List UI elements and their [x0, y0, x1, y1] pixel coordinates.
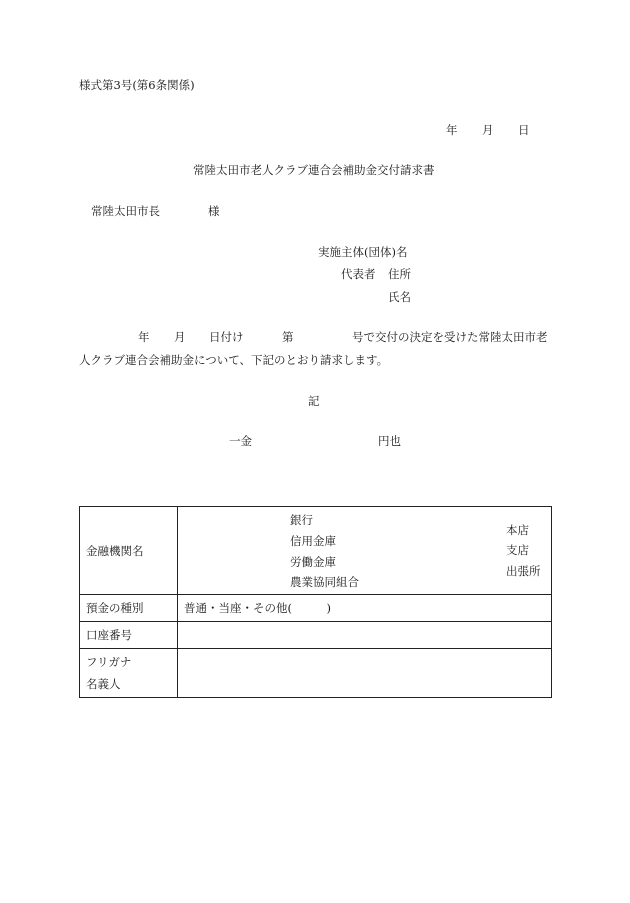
account-number-cell [178, 622, 552, 649]
bank-name-cell [178, 507, 552, 595]
account-holder-label [80, 649, 178, 698]
account-number-label: 口座番号 [80, 622, 178, 649]
body-year: 年 [138, 330, 150, 344]
rep-name-label: 氏名 [388, 290, 411, 304]
bank-name-label: 金融機関名 [80, 507, 178, 595]
amount-prefix: 一金 [229, 434, 252, 448]
account-number-row [80, 622, 552, 649]
body-line2: 人クラブ連合会補助金について、下記のとおり請求します。 [79, 353, 389, 367]
bank-type-1: 信用金庫 [290, 534, 336, 548]
bank-type-2: 労働金庫 [290, 555, 336, 569]
addressee-name: 常陸太田市長 [91, 204, 160, 218]
bank-name-row [80, 507, 552, 595]
body-dai: 第 [282, 330, 294, 344]
bank-type-0: 銀行 [290, 513, 313, 527]
date-day-label: 日 [518, 123, 530, 137]
org-name-label: 実施主体(団体)名 [318, 245, 408, 259]
date-year-label: 年 [446, 123, 458, 137]
form-number: 様式第3号(第6条関係) [79, 78, 195, 92]
body-line1-rest: 号で交付の決定を受けた常陸太田市老 [352, 330, 548, 344]
date-month-label: 月 [482, 123, 494, 137]
document-title: 常陸太田市老人クラブ連合会補助金交付請求書 [193, 163, 435, 177]
address-label: 住所 [388, 267, 411, 281]
bank-type-3: 農業協同組合 [290, 575, 359, 589]
representative-label: 代表者 [341, 267, 376, 281]
ki-heading: 記 [308, 394, 320, 408]
furigana-label: フリガナ [86, 655, 132, 669]
deposit-type-cell: 普通・当座・その他( ) [178, 595, 552, 622]
account-holder-row [80, 649, 552, 698]
addressee-honorific: 様 [208, 204, 220, 218]
holder-label: 名義人 [86, 677, 121, 691]
branch-type-1: 支店 [506, 543, 529, 557]
body-month: 月 [174, 330, 186, 344]
deposit-type-row [80, 595, 552, 622]
branch-type-2: 出張所 [506, 564, 541, 578]
branch-type-0: 本店 [506, 523, 529, 537]
bank-info-table [79, 506, 552, 698]
body-day-dated: 日付け [209, 330, 244, 344]
amount-suffix: 円也 [378, 434, 401, 448]
deposit-type-label: 預金の種別 [80, 595, 178, 622]
account-holder-cell [178, 649, 552, 698]
